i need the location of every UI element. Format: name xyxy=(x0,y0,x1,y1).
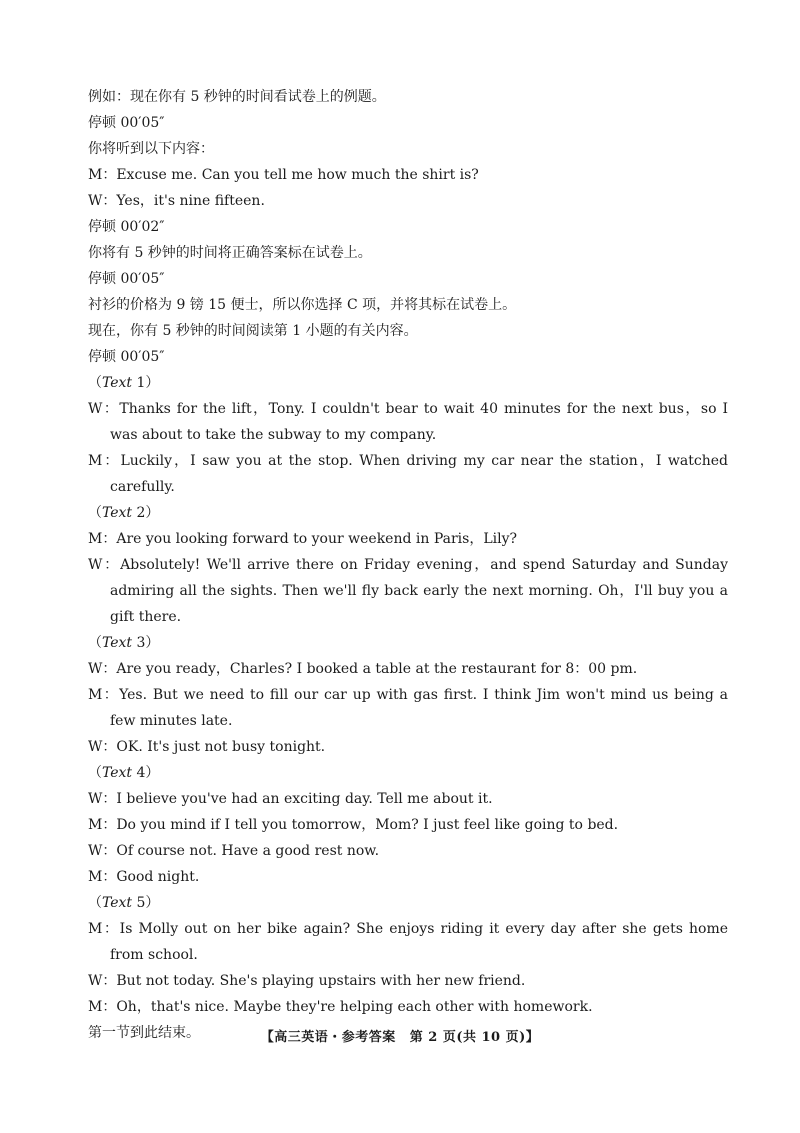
dialogue-line: M：Yes. But we need to fill our car up with gas first. I think Jim won't mind us being a few minutes late. xyxy=(88,687,728,729)
instruction-example: 例如：现在你有 5 秒钟的时间看试卷上的例题。 xyxy=(88,89,386,105)
text-label-1: （Text 1） xyxy=(88,375,160,391)
dialogue-line: W：Absolutely! We'll arrive there on Friday evening，and spend Saturday and Sunday admiring all the sights. Then we'll fly back early the next morning. Oh，I'll buy you a gift there. xyxy=(88,557,728,625)
pause-line: 停顿 00′05″ xyxy=(88,349,165,365)
footer-page-number: 第 2 页(共 10 页)】 xyxy=(409,1030,540,1045)
footer-title: 【高三英语・参考答案 xyxy=(260,1030,396,1045)
dialogue-line: M：Is Molly out on her bike again? She enjoys riding it every day after she gets home from school. xyxy=(88,921,728,963)
text-label-3: （Text 3） xyxy=(88,635,160,651)
instruction-hear: 你将听到以下内容： xyxy=(88,141,214,157)
pause-line: 停顿 00′05″ xyxy=(88,115,165,131)
dialogue-line: M：Good night. xyxy=(88,869,200,885)
example-dialogue-w: W：Yes，it's nine fifteen. xyxy=(88,193,265,209)
dialogue-line: M：Oh，that's nice. Maybe they're helping each other with homework. xyxy=(88,999,593,1015)
dialogue-line: M：Luckily，I saw you at the stop. When driving my car near the station，I watched carefully. xyxy=(88,453,728,495)
dialogue-line: M：Are you looking forward to your weekend in Paris，Lily? xyxy=(88,531,517,547)
text-label-5: （Text 5） xyxy=(88,895,160,911)
document-body xyxy=(88,84,728,1046)
instruction-answer: 衬衫的价格为 9 镑 15 便士，所以你选择 C 项，并将其标在试卷上。 xyxy=(88,297,517,313)
dialogue-line: W：But not today. She's playing upstairs with her new friend. xyxy=(88,973,526,989)
dialogue-line: W：I believe you've had an exciting day. Tell me about it. xyxy=(88,791,493,807)
page-footer xyxy=(0,1026,800,1045)
section-end-note: 第一节到此结束。 xyxy=(88,1025,200,1041)
pause-line: 停顿 00′05″ xyxy=(88,271,165,287)
dialogue-line: W：Thanks for the lift，Tony. I couldn't bear to wait 40 minutes for the next bus，so I was about to take the subway to my company. xyxy=(88,401,728,443)
instruction-now: 现在，你有 5 秒钟的时间阅读第 1 小题的有关内容。 xyxy=(88,323,418,339)
dialogue-line: W：Of course not. Have a good rest now. xyxy=(88,843,380,859)
pause-line: 停顿 00′02″ xyxy=(88,219,165,235)
dialogue-line: M：Do you mind if I tell you tomorrow，Mom? I just feel like going to bed. xyxy=(88,817,619,833)
instruction-mark: 你将有 5 秒钟的时间将正确答案标在试卷上。 xyxy=(88,245,372,261)
text-label-2: （Text 2） xyxy=(88,505,160,521)
dialogue-line: W：Are you ready，Charles? I booked a table at the restaurant for 8：00 pm. xyxy=(88,661,638,677)
example-dialogue-m: M：Excuse me. Can you tell me how much the shirt is? xyxy=(88,167,479,183)
text-label-4: （Text 4） xyxy=(88,765,160,781)
dialogue-line: W：OK. It's just not busy tonight. xyxy=(88,739,326,755)
